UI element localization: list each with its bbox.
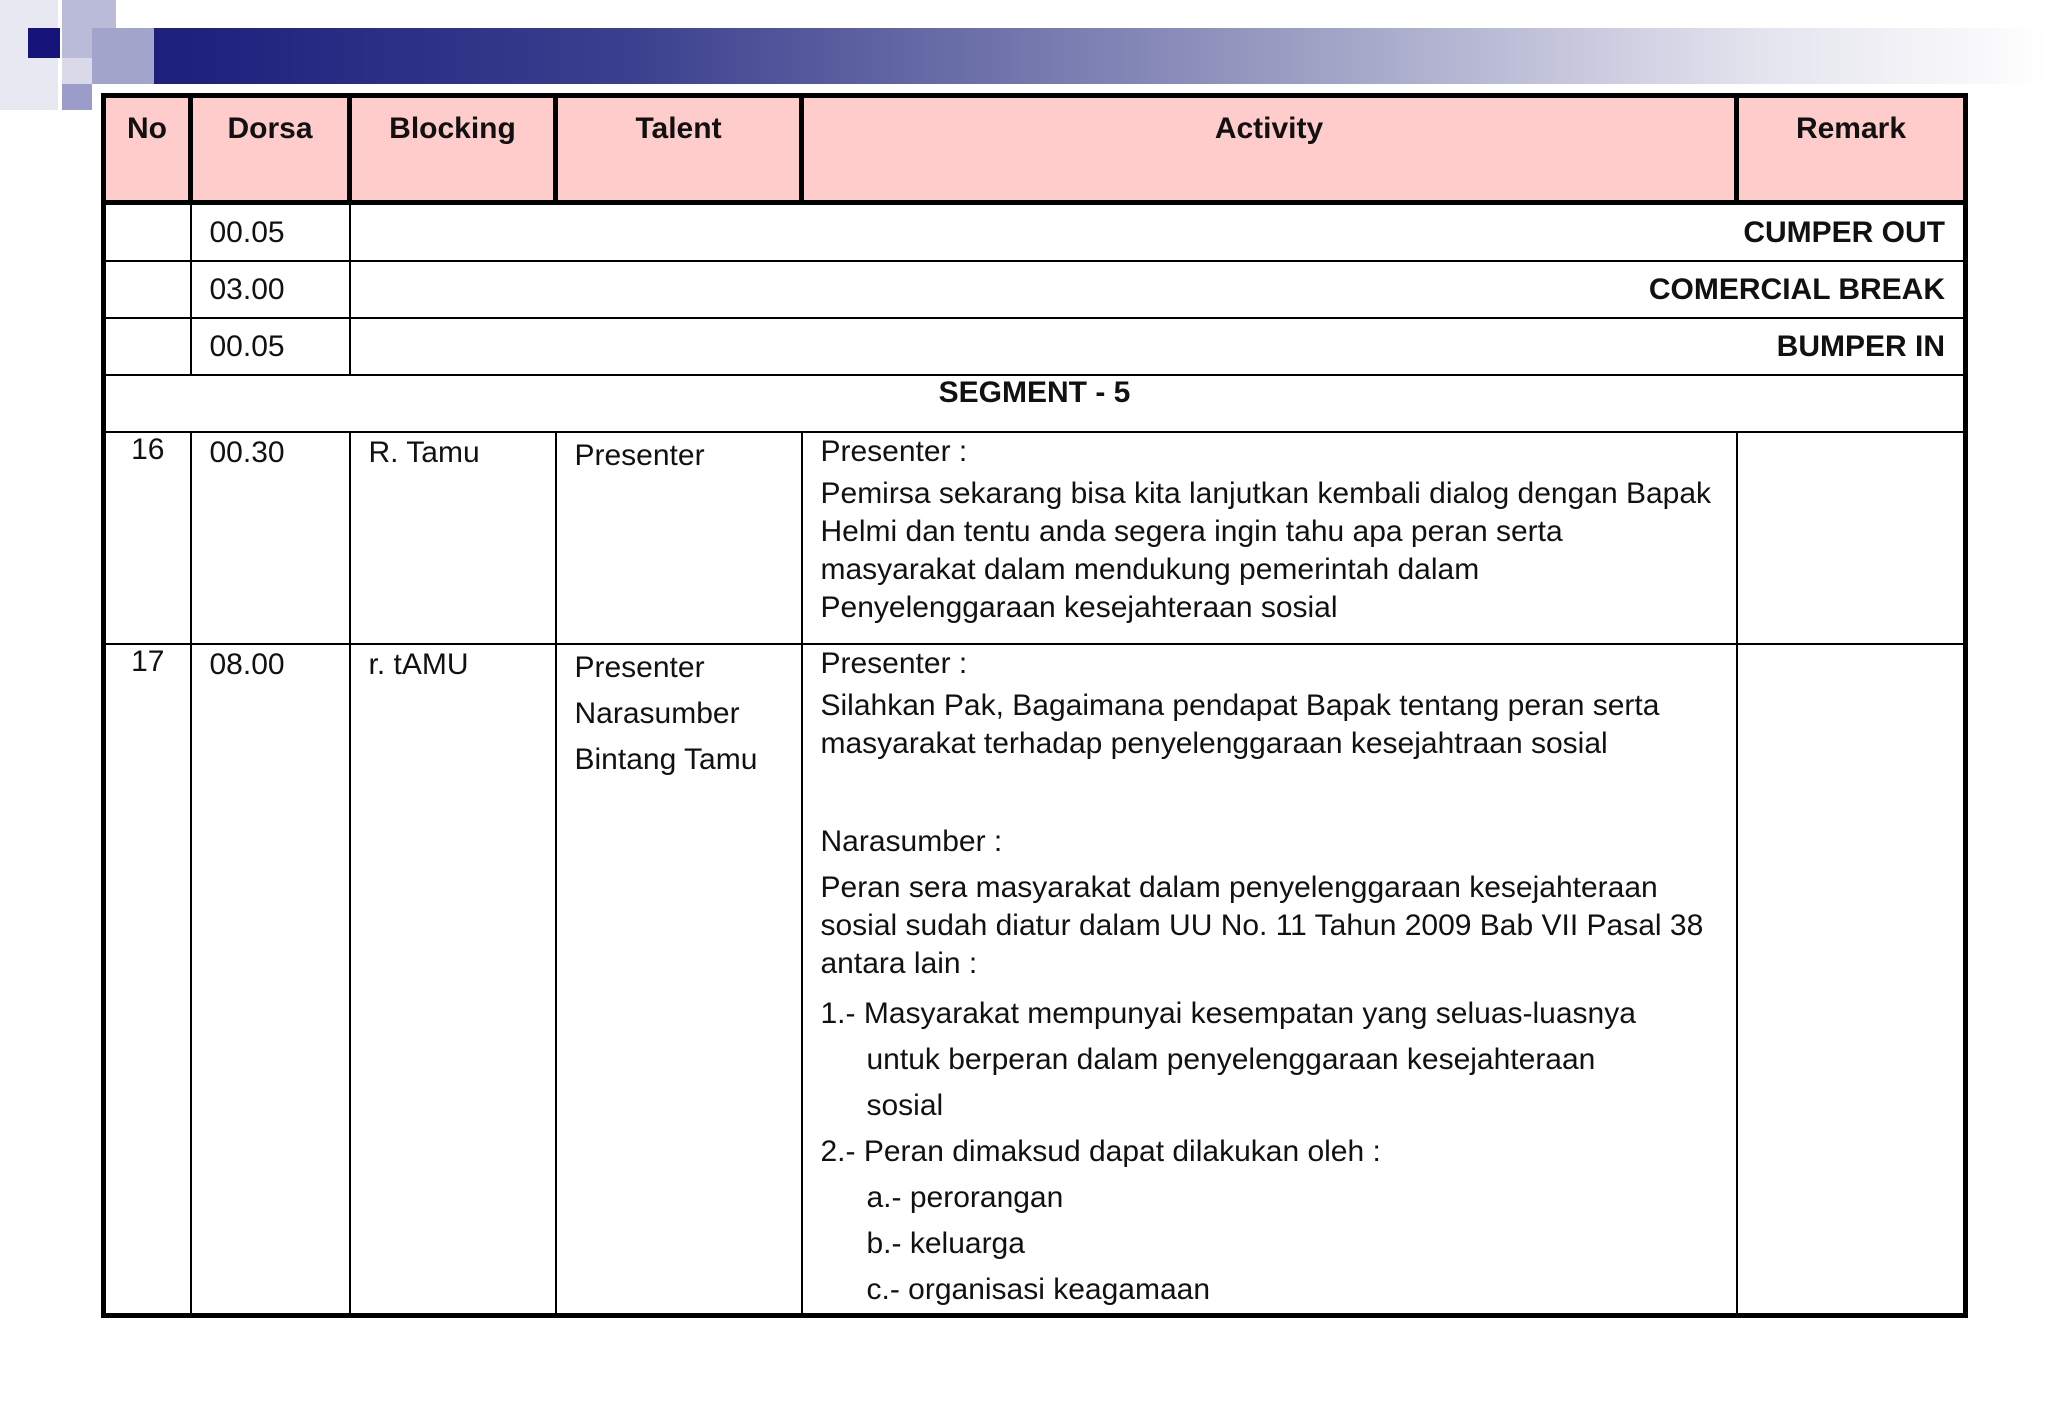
row-talent bbox=[556, 432, 802, 644]
talent-item: Presenter bbox=[574, 651, 705, 684]
talent-item: Narasumber bbox=[574, 697, 740, 730]
activity-list-item: 1.- Masyarakat mempunyai kesempatan yang seluas-luasnya bbox=[820, 997, 1636, 1030]
segment-title: SEGMENT - 5 bbox=[104, 375, 1966, 432]
header-activity: Activity bbox=[802, 96, 1737, 203]
bumper-no bbox=[104, 318, 191, 375]
header-no: No bbox=[104, 96, 191, 203]
bumper-no bbox=[104, 203, 191, 262]
activity-speaker: Narasumber : bbox=[820, 825, 1003, 858]
row-dorsa: 00.30 bbox=[191, 432, 350, 644]
header-gradient-bar bbox=[150, 28, 2048, 84]
header-blocking: Blocking bbox=[350, 96, 556, 203]
header-row bbox=[104, 96, 1966, 203]
segment-row bbox=[104, 375, 1966, 432]
header-talent: Talent bbox=[556, 96, 802, 203]
activity-list-item: untuk berperan dalam penyelenggaraan kesejahteraan bbox=[866, 1043, 1596, 1076]
decor-square bbox=[92, 28, 154, 84]
row-remark bbox=[1737, 432, 1966, 644]
row-activity bbox=[802, 432, 1737, 644]
decor-square bbox=[28, 28, 60, 58]
row-talent bbox=[556, 644, 802, 1316]
bumper-label: COMERCIAL BREAK bbox=[350, 261, 1966, 318]
activity-sublist-item: b.- keluarga bbox=[866, 1227, 1025, 1260]
bumper-label: CUMPER OUT bbox=[350, 203, 1966, 262]
decor-square bbox=[62, 84, 92, 110]
rundown-table bbox=[101, 93, 1968, 1318]
table-row bbox=[104, 432, 1966, 644]
bumper-row bbox=[104, 318, 1966, 375]
talent-item: Bintang Tamu bbox=[574, 743, 758, 776]
talent-item: Presenter bbox=[574, 439, 705, 472]
table-row bbox=[104, 644, 1966, 1316]
activity-sublist-item: a.- perorangan bbox=[866, 1181, 1064, 1214]
activity-text: Peran sera masyarakat dalam penyelenggaraan kesejahteraan sosial sudah diatur dalam UU No. 11 Tahun 2009 Bab VII Pasal 38 antara lain : bbox=[820, 871, 1704, 980]
activity-speaker: Presenter : bbox=[820, 647, 968, 680]
activity-speaker: Presenter : bbox=[820, 435, 968, 468]
bumper-no bbox=[104, 261, 191, 318]
header-dorsa: Dorsa bbox=[191, 96, 350, 203]
header-remark: Remark bbox=[1737, 96, 1966, 203]
activity-text: Silahkan Pak, Bagaimana pendapat Bapak tentang peran serta masyarakat terhadap penyelenggaraan kesejahtraan sosial bbox=[820, 689, 1660, 760]
bumper-dorsa: 00.05 bbox=[191, 318, 350, 375]
row-activity bbox=[802, 644, 1737, 1316]
activity-list-item: sosial bbox=[866, 1089, 944, 1122]
row-blocking: R. Tamu bbox=[350, 432, 556, 644]
bumper-row bbox=[104, 261, 1966, 318]
activity-text: Pemirsa sekarang bisa kita lanjutkan kembali dialog dengan Bapak Helmi dan tentu anda segera ingin tahu apa peran serta masyarakat dalam mendukung pemerintah dalam Penyelenggaraan kesejahteraan sosial bbox=[820, 477, 1712, 624]
bumper-label: BUMPER IN bbox=[350, 318, 1966, 375]
row-no: 17 bbox=[104, 644, 191, 1316]
bumper-dorsa: 00.05 bbox=[191, 203, 350, 262]
bumper-dorsa: 03.00 bbox=[191, 261, 350, 318]
activity-list-item: 2.- Peran dimaksud dapat dilakukan oleh : bbox=[820, 1135, 1381, 1168]
activity-sublist-item: c.- organisasi keagamaan bbox=[866, 1273, 1211, 1306]
row-remark bbox=[1737, 644, 1966, 1316]
row-dorsa: 08.00 bbox=[191, 644, 350, 1316]
bumper-row bbox=[104, 203, 1966, 262]
row-no: 16 bbox=[104, 432, 191, 644]
row-blocking: r. tAMU bbox=[350, 644, 556, 1316]
